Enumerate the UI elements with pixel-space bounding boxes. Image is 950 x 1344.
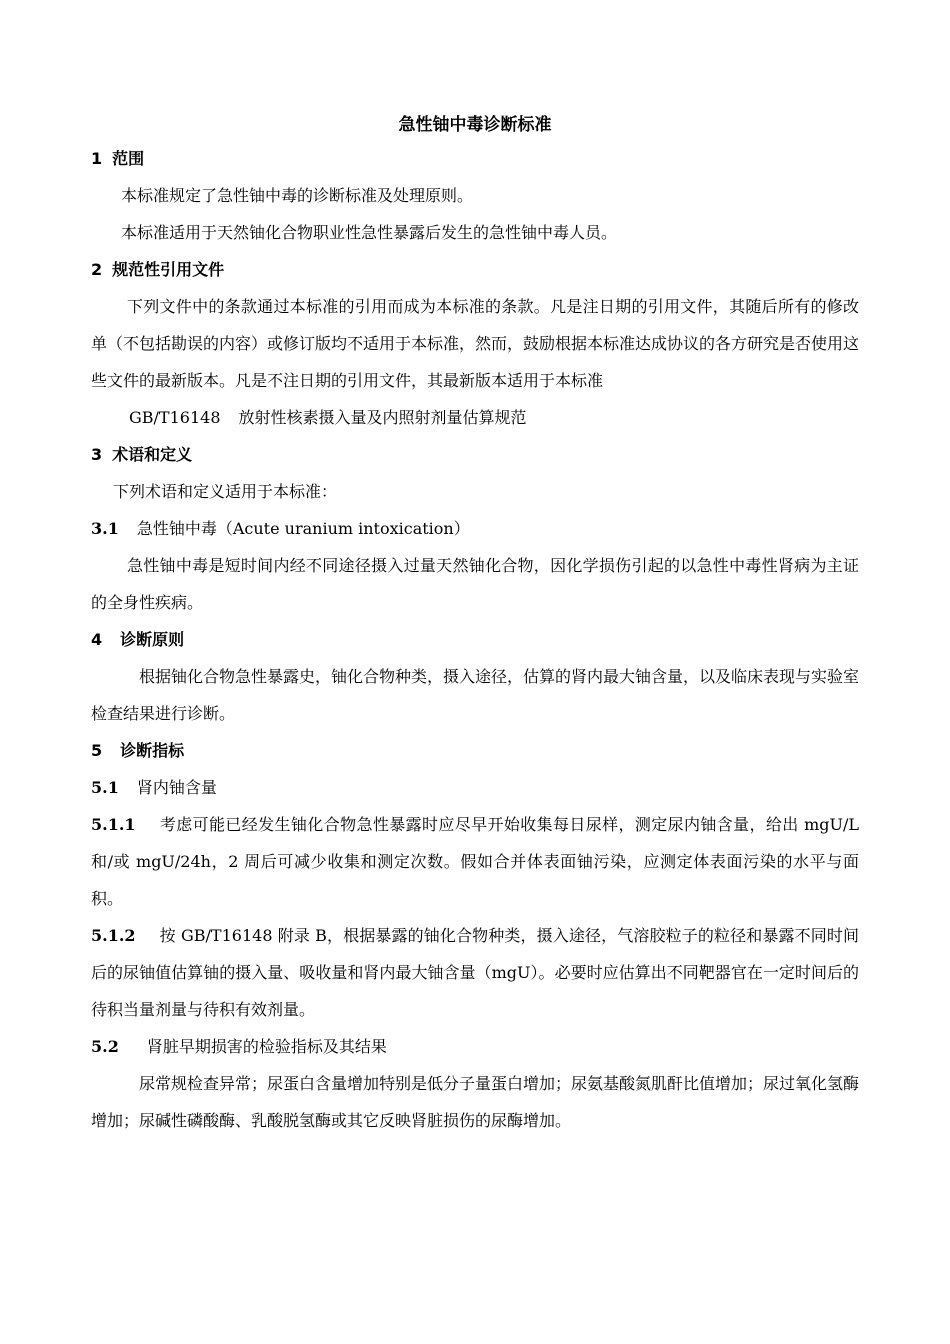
section-4-heading <box>91 621 859 658</box>
document-title: 急性铀中毒诊断标准 <box>398 115 552 135</box>
section-title: 规范性引用文件 <box>112 260 225 279</box>
document-page <box>91 110 859 1139</box>
reference-entry <box>91 399 859 436</box>
subsection-5-1-heading <box>91 769 859 806</box>
section-number: 2 <box>91 260 103 279</box>
section-number: 3 <box>91 445 103 464</box>
reference-code: GB/T16148 <box>129 408 221 427</box>
section-number: 5 <box>91 741 103 760</box>
scope-paragraph-2: 本标准适用于天然铀化合物职业性急性暴露后发生的急性铀中毒人员。 <box>121 223 618 242</box>
clause-text: 考虑可能已经发生铀化合物急性暴露时应尽早开始收集每日尿样，测定尿内铀含量，给出 mgU/L 和/或 mgU/24h，2 周后可减少收集和测定次数。假如合并体表面铀污染，应测定体表面污染的水平与面积。 <box>91 815 859 908</box>
subsection-number: 5.2 <box>91 1037 119 1056</box>
section-number: 1 <box>91 149 103 168</box>
section-title: 诊断原则 <box>120 630 185 649</box>
section-title: 诊断指标 <box>120 741 185 760</box>
scope-paragraph-1: 本标准规定了急性铀中毒的诊断标准及处理原则。 <box>121 186 474 205</box>
section-3-heading <box>91 436 859 473</box>
subsection-title: 肾内铀含量 <box>136 778 217 797</box>
term-heading <box>91 510 859 547</box>
section-title: 术语和定义 <box>112 445 193 464</box>
clause-5-1-2 <box>91 917 859 1028</box>
section-2-heading <box>91 251 859 288</box>
section-5-heading <box>91 732 859 769</box>
subsection-5-2-heading <box>91 1028 859 1065</box>
normative-references-paragraph: 下列文件中的条款通过本标准的引用而成为本标准的条款。凡是注日期的引用文件，其随后所有的修改单（不包括勘误的内容）或修订版均不适用于本标准，然而，鼓励根据本标准达成协议的各方研究是否使用这些文件的最新版本。凡是不注日期的引用文件，其最新版本适用于本标准 <box>91 297 860 390</box>
term-definition: 急性铀中毒是短时间内经不同途径摄入过量天然铀化合物，因化学损伤引起的以急性中毒性肾病为主证的全身性疾病。 <box>91 556 859 612</box>
subsection-title: 肾脏早期损害的检验指标及其结果 <box>146 1037 387 1056</box>
section-title: 范围 <box>112 149 145 168</box>
clause-5-1-1 <box>91 806 859 917</box>
diagnosis-principle-paragraph: 根据铀化合物急性暴露史，铀化合物种类，摄入途径，估算的肾内最大铀含量，以及临床表现与实验室检查结果进行诊断。 <box>91 667 860 723</box>
clause-number: 5.1.1 <box>91 815 136 834</box>
term-number: 3.1 <box>91 519 119 538</box>
subsection-number: 5.1 <box>91 778 119 797</box>
section-number: 4 <box>91 630 103 649</box>
clause-number: 5.1.2 <box>91 926 136 945</box>
terms-intro: 下列术语和定义适用于本标准： <box>113 482 338 501</box>
kidney-indicators-paragraph: 尿常规检查异常；尿蛋白含量增加特别是低分子量蛋白增加；尿氨基酸氮肌酐比值增加；尿过氧化氢酶增加；尿碱性磷酸酶、乳酸脱氢酶或其它反映肾脏损伤的尿酶增加。 <box>91 1074 860 1130</box>
reference-title: 放射性核素摄入量及内照射剂量估算规范 <box>238 408 527 427</box>
term-name: 急性铀中毒（Acute uranium intoxication） <box>136 519 470 538</box>
section-1-heading <box>91 140 859 177</box>
clause-text: 按 GB/T16148 附录 B，根据暴露的铀化合物种类，摄入途径，气溶胶粒子的粒径和暴露不同时间后的尿铀值估算铀的摄入量、吸收量和肾内最大铀含量（mgU）。必要时应估算出不同靶器官在一定时间后的待积当量剂量与待积有效剂量。 <box>91 926 859 1019</box>
